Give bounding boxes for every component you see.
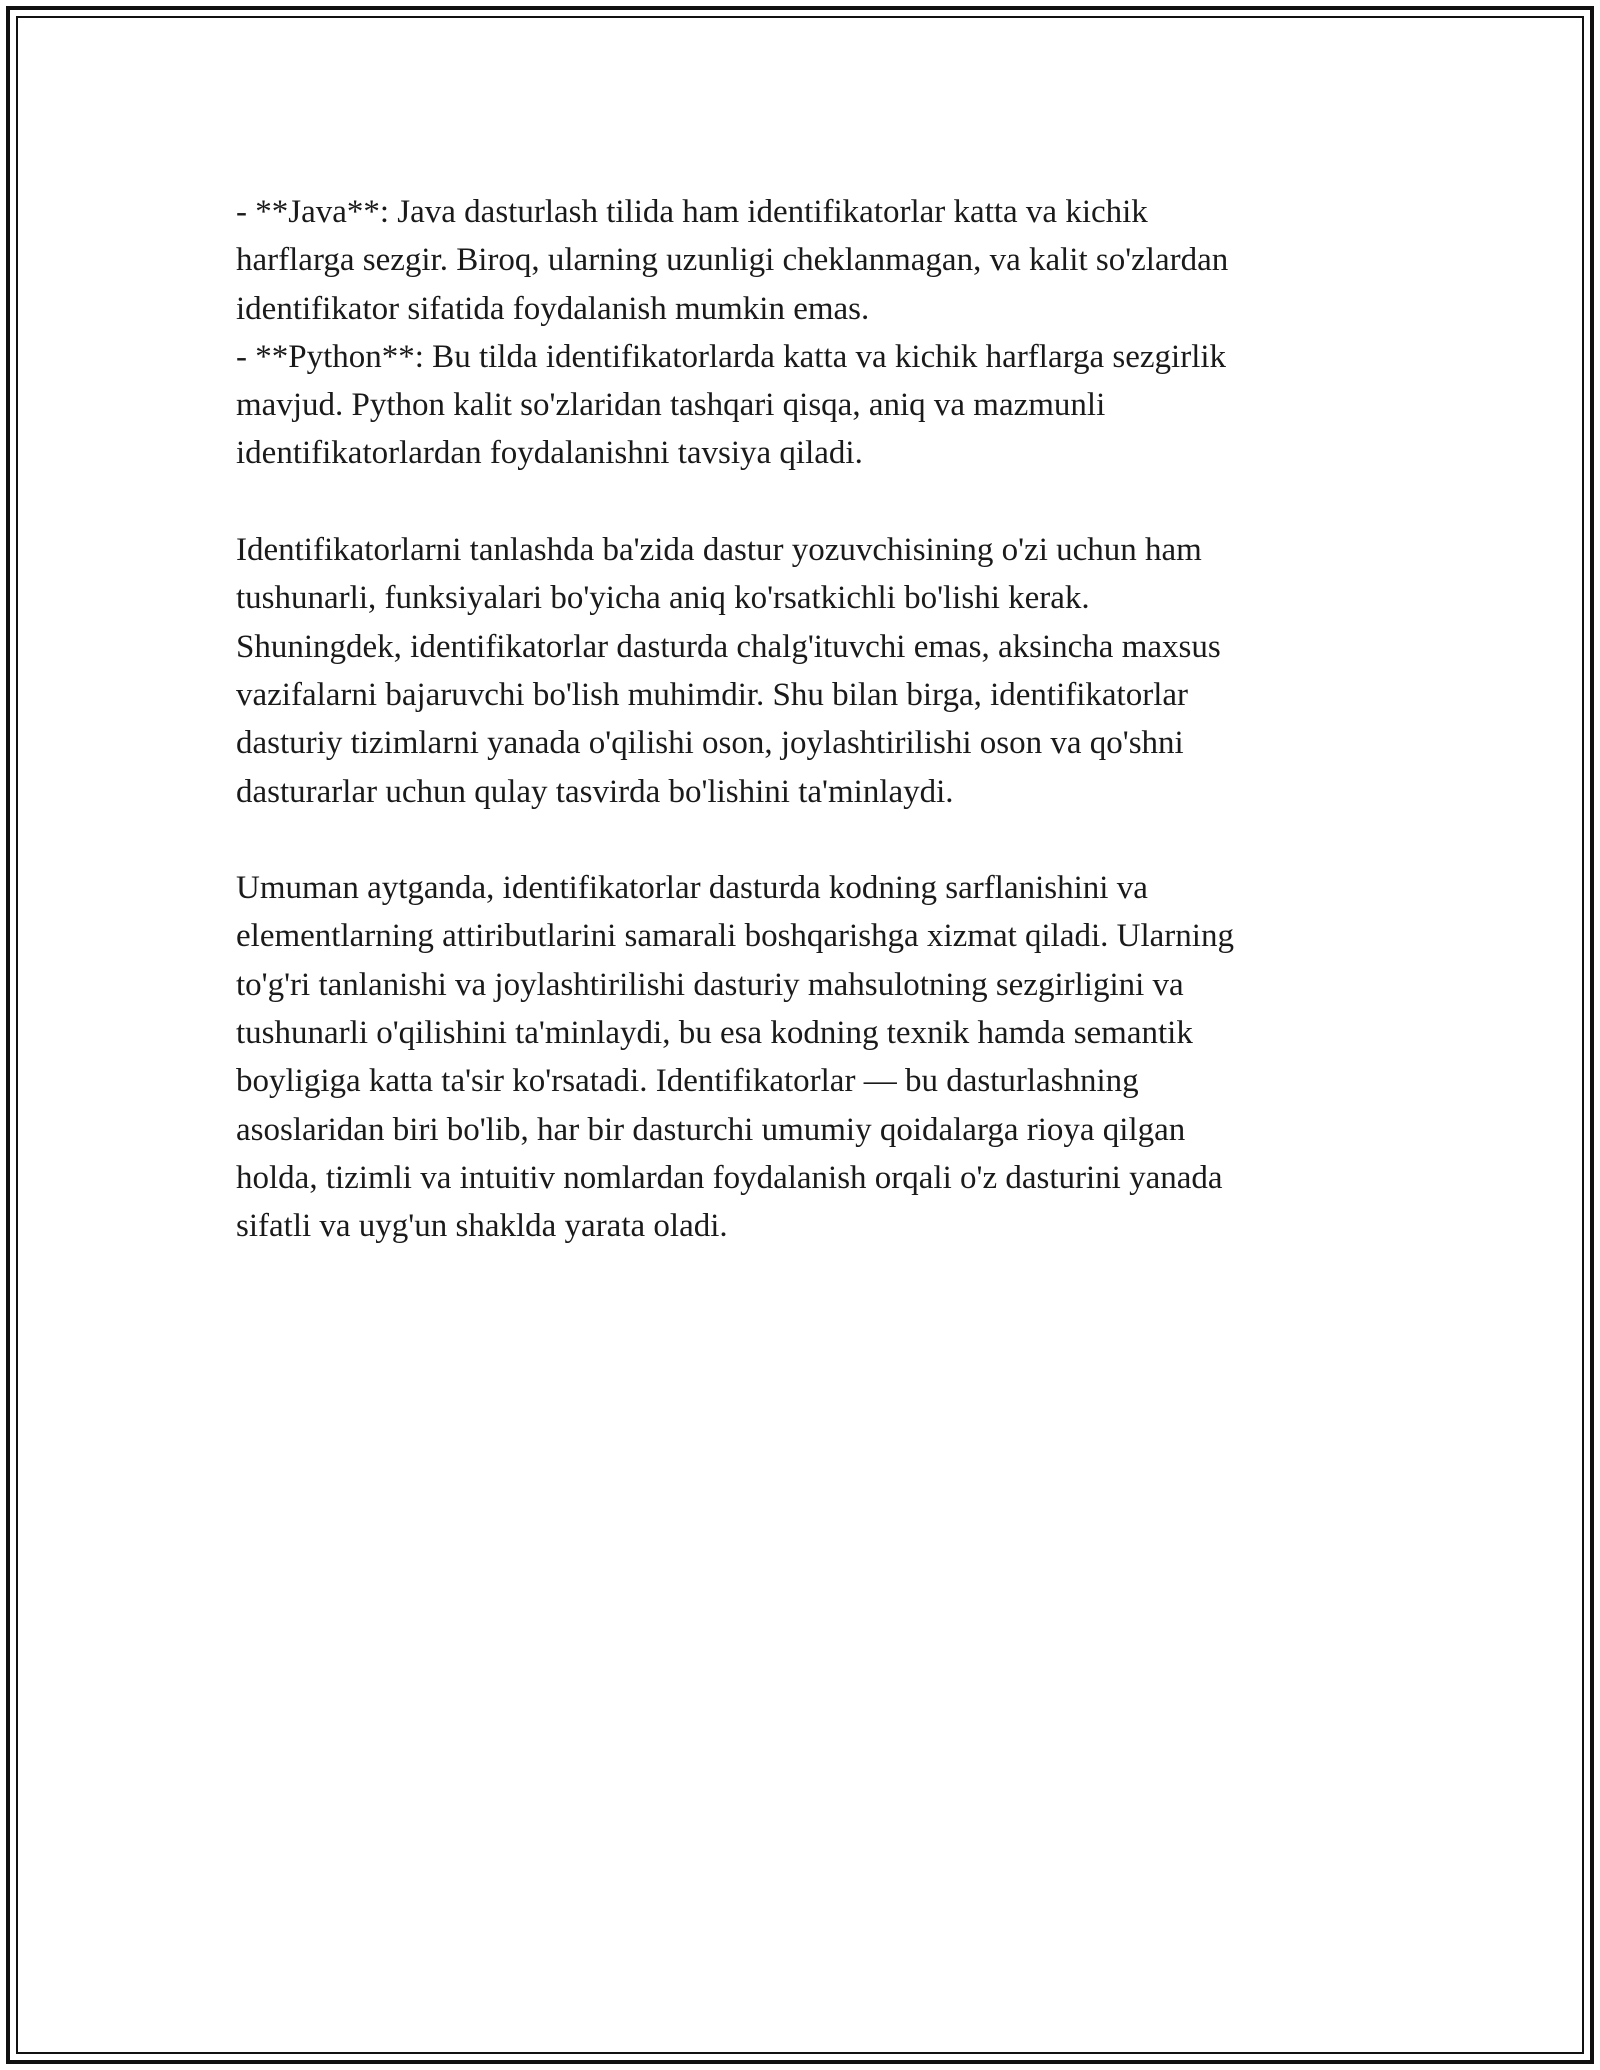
paragraph-choosing-identifiers xyxy=(236,526,1376,816)
document-body xyxy=(236,188,1376,1251)
text-line: Shuningdek, identifikatorlar dasturda chalg'ituvchi emas, aksincha maxsus xyxy=(236,628,1221,665)
paragraph-languages xyxy=(236,188,1376,478)
text-line: Identifikatorlarni tanlashda ba'zida dastur yozuvchisining o'zi uchun ham xyxy=(236,532,1202,569)
text-line: dasturarlar uchun qulay tasvirda bo'lishini ta'minlaydi. xyxy=(236,773,954,810)
text-line: - **Python**: Bu tilda identifikatorlarda katta va kichik harflarga sezgirlik xyxy=(236,338,1227,375)
text-line: mavjud. Python kalit so'zlaridan tashqari qisqa, aniq va mazmunli xyxy=(236,387,1106,424)
text-line: Umuman aytganda, identifikatorlar dasturda kodning sarflanishini va xyxy=(236,870,1148,907)
text-line: - **Java**: Java dasturlash tilida ham identifikatorlar katta va kichik xyxy=(236,194,1148,230)
text-line: identifikatorlardan foydalanishni tavsiya qiladi. xyxy=(236,435,863,472)
text-line: identifikator sifatida foydalanish mumkin emas. xyxy=(236,290,870,327)
text-line: holda, tizimli va intuitiv nomlardan foydalanish orqali o'z dasturini yanada xyxy=(236,1159,1223,1196)
text-line: harflarga sezgir. Biroq, ularning uzunligi cheklanmagan, va kalit so'zlardan xyxy=(236,242,1229,279)
text-line: tushunarli, funksiyalari bo'yicha aniq ko'rsatkichli bo'lishi kerak. xyxy=(236,580,1090,617)
text-line: vazifalarni bajaruvchi bo'lish muhimdir. Shu bilan birga, identifikatorlar xyxy=(236,676,1189,713)
text-line: elementlarning attiributlarini samarali boshqarishga xizmat qiladi. Ularning xyxy=(236,918,1234,955)
text-line: dasturiy tizimlarni yanada o'qilishi oson, joylashtirilishi oson va qo'shni xyxy=(236,725,1184,762)
text-line: asoslaridan biri bo'lib, har bir dasturchi umumiy qoidalarga rioya qilgan xyxy=(236,1111,1186,1148)
text-line: tushunarli o'qilishini ta'minlaydi, bu esa kodning texnik hamda semantik xyxy=(236,1015,1193,1052)
text-line: to'g'ri tanlanishi va joylashtirilishi dasturiy mahsulotning sezgirligini va xyxy=(236,966,1184,1003)
text-line: boyligiga katta ta'sir ko'rsatadi. Identifikatorlar — bu dasturlashning xyxy=(236,1063,1139,1100)
paragraph-conclusion xyxy=(236,864,1376,1250)
text-line: sifatli va uyg'un shaklda yarata oladi. xyxy=(236,1208,728,1245)
